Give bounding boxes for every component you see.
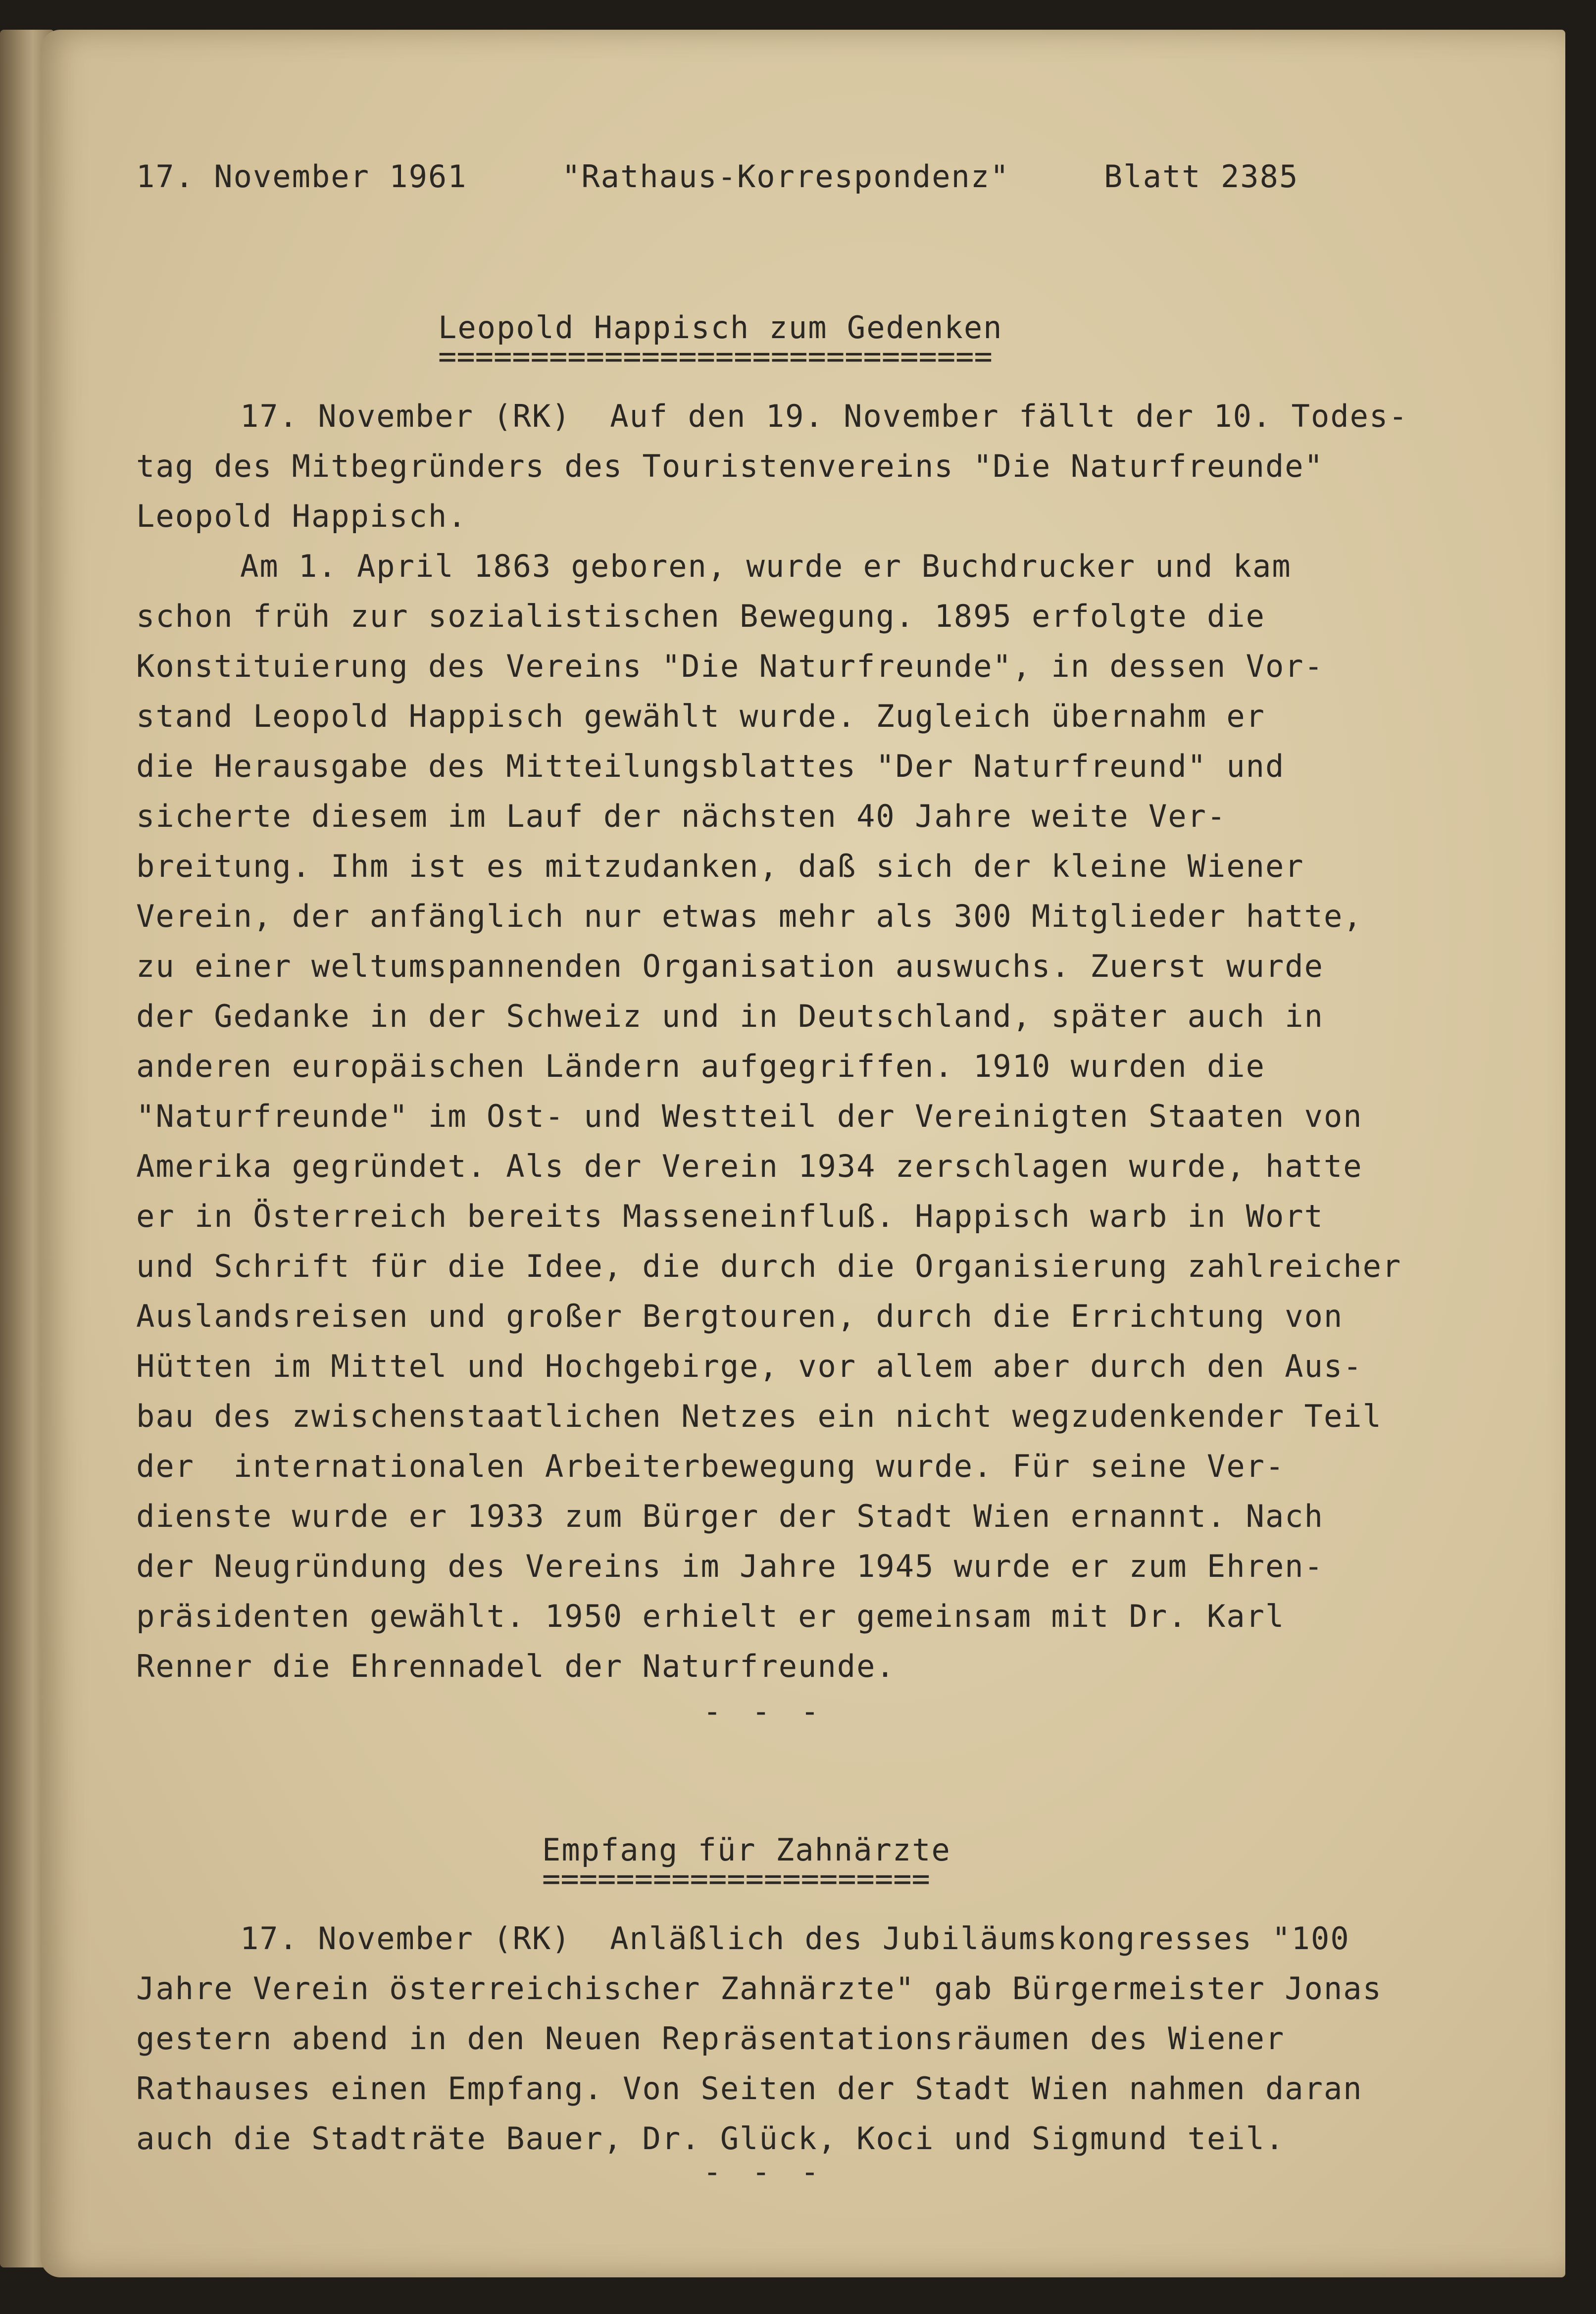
- article1-line: und Schrift für die Idee, die durch die Organisierung zahlreicher: [136, 1248, 1402, 1284]
- article2-line: auch die Stadträte Bauer, Dr. Glück, Koci und Sigmund teil.: [136, 2120, 1285, 2157]
- article1-line: Leopold Happisch.: [136, 498, 467, 534]
- article1-line: Verein, der anfänglich nur etwas mehr als 300 Mitglieder hatte,: [136, 898, 1363, 934]
- article1-line: der Neugründung des Vereins im Jahre 1945 wurde er zum Ehren-: [136, 1548, 1324, 1584]
- page-header: [136, 158, 1324, 198]
- article1-line: zu einer weltumspannenden Organisation auswuchs. Zuerst wurde: [136, 948, 1324, 984]
- article2-line: Rathauses einen Empfang. Von Seiten der Stadt Wien nahmen daran: [136, 2070, 1363, 2107]
- article1-line: Am 1. April 1863 geboren, wurde er Buchdrucker und kam: [240, 548, 1292, 584]
- article2-body: [136, 1913, 1473, 2163]
- article1-line: Amerika gegründet. Als der Verein 1934 zerschlagen wurde, hatte: [136, 1148, 1363, 1184]
- article1-line: Auslandsreisen und großer Bergtouren, durch die Errichtung von: [136, 1298, 1344, 1334]
- article1-line: Konstituierung des Vereins "Die Naturfreunde", in dessen Vor-: [136, 648, 1324, 684]
- article2-title-rule: =====================: [542, 1869, 930, 1889]
- article1-line: tag des Mitbegründers des Touristenvereins "Die Naturfreunde": [136, 448, 1324, 484]
- article2-line: gestern abend in den Neuen Repräsentationsräumen des Wiener: [136, 2020, 1285, 2057]
- article1-line: bau des zwischenstaatlichen Netzes ein nicht wegzudenkender Teil: [136, 1398, 1382, 1434]
- article1-line: stand Leopold Happisch gewählt wurde. Zugleich übernahm er: [136, 698, 1265, 734]
- article1-line: Renner die Ehrennadel der Naturfreunde.: [136, 1648, 896, 1684]
- header-date: 17. November 1961: [136, 158, 467, 195]
- article1-line: dienste wurde er 1933 zum Bürger der Stadt Wien ernannt. Nach: [136, 1498, 1324, 1534]
- article2-line: 17. November (RK) Anläßlich des Jubiläumskongresses "100: [240, 1920, 1350, 1957]
- article1-line: anderen europäischen Ländern aufgegriffen. 1910 wurden die: [136, 1048, 1265, 1084]
- article1-body: [136, 391, 1473, 1691]
- article1-line: die Herausgabe des Mitteilungsblattes "Der Naturfreund" und: [136, 748, 1285, 784]
- article1-line: breitung. Ihm ist es mitzudanken, daß sich der kleine Wiener: [136, 848, 1304, 884]
- article2-separator: - - -: [703, 2154, 825, 2190]
- article1-line: der Gedanke in der Schweiz und in Deutschland, später auch in: [136, 998, 1324, 1034]
- article1-line: präsidenten gewählt. 1950 erhielt er gemeinsam mit Dr. Karl: [136, 1598, 1285, 1634]
- header-sheet-number: Blatt 2385: [1104, 158, 1299, 195]
- article1-line: er in Österreich bereits Masseneinfluß. Happisch warb in Wort: [136, 1198, 1324, 1234]
- article1-line: sicherte diesem im Lauf der nächsten 40 Jahre weite Ver-: [136, 798, 1227, 834]
- article1-line: "Naturfreunde" im Ost- und Westteil der Vereinigten Staaten von: [136, 1098, 1363, 1134]
- article1-title: Leopold Happisch zum Gedenken: [438, 309, 1003, 346]
- article1-separator: - - -: [703, 1693, 825, 1729]
- header-publication: "Rathaus-Korrespondenz": [562, 158, 1010, 195]
- article1-line: 17. November (RK) Auf den 19. November fällt der 10. Todes-: [240, 398, 1408, 434]
- article2-line: Jahre Verein österreichischer Zahnärzte" gab Bürgermeister Jonas: [136, 1970, 1382, 2007]
- article1-line: der internationalen Arbeiterbewegung wurde. Für seine Ver-: [136, 1448, 1285, 1484]
- article1-line: schon früh zur sozialistischen Bewegung. 1895 erfolgte die: [136, 598, 1265, 634]
- article2-title: Empfang für Zahnärzte: [542, 1832, 951, 1868]
- article1-line: Hütten im Mittel und Hochgebirge, vor allem aber durch den Aus-: [136, 1348, 1363, 1384]
- article1-title-rule: ==============================: [438, 347, 993, 366]
